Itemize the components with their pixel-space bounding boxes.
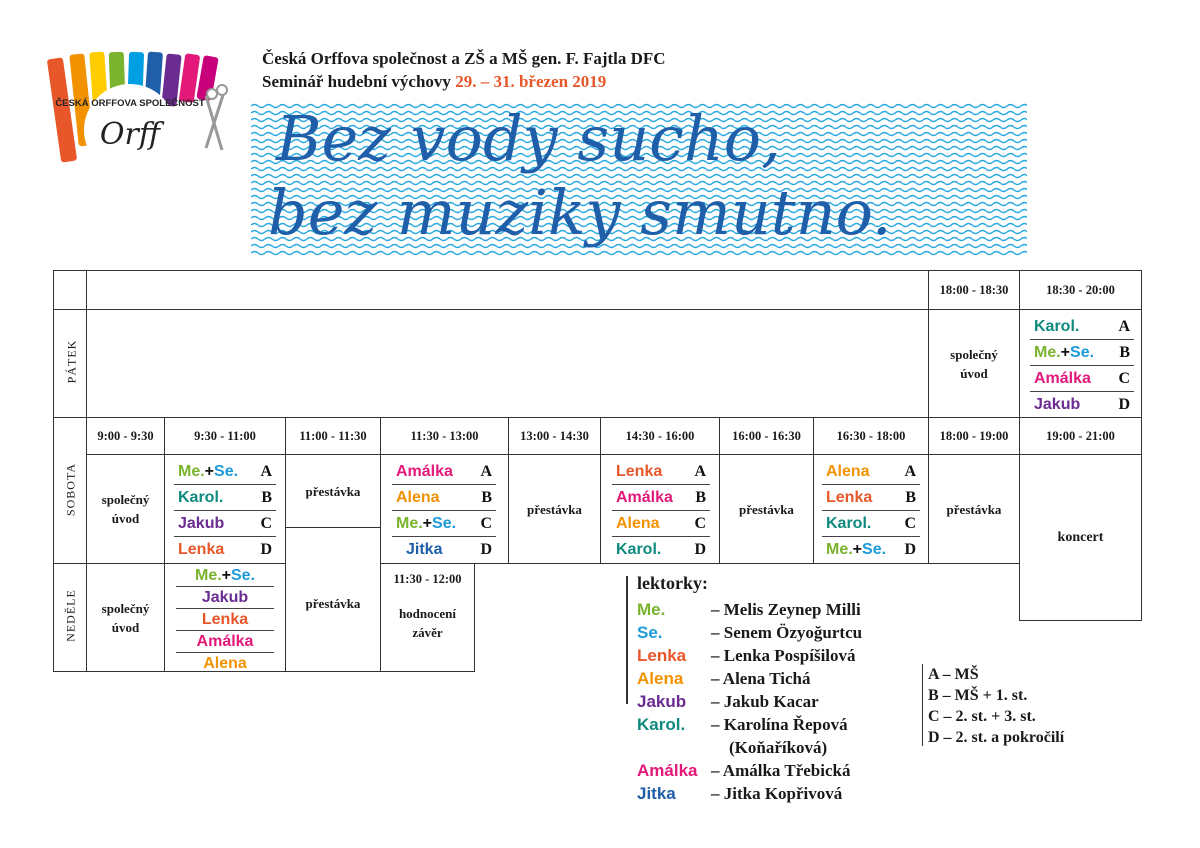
sat-time: 18:00 - 19:00 xyxy=(928,417,1020,455)
group-row xyxy=(1030,314,1134,340)
group-letter: A xyxy=(260,463,272,480)
legend-value: – Karolína Řepová xyxy=(711,715,848,734)
lecturer-name: Jakub xyxy=(1034,396,1081,413)
group-row xyxy=(822,459,920,485)
wave-line xyxy=(251,252,1027,255)
group-letter: B xyxy=(1119,344,1130,361)
legend-value: – Jitka Kopřivová xyxy=(711,784,843,803)
legend-value: – Melis Zeynep Milli xyxy=(711,600,861,619)
sunday-label-cell xyxy=(53,563,87,672)
lecturer-name: Lenka xyxy=(616,463,663,480)
lecturer-name: Amálka xyxy=(616,489,673,506)
legend-key: Se. xyxy=(637,623,663,642)
legend-list xyxy=(637,600,937,810)
sat-intro-cell xyxy=(86,454,165,564)
lecturer-name: Alena xyxy=(396,489,440,506)
legend-value: – Jakub Kacar xyxy=(711,692,819,711)
sat-time: 9:30 - 11:00 xyxy=(164,417,286,455)
friday-label: PÁTEK xyxy=(64,339,79,384)
sat-time: 16:30 - 18:00 xyxy=(813,417,929,455)
sun-end-line1: hodnocení xyxy=(398,606,457,621)
sun-end-time: 11:30 - 12:00 xyxy=(393,571,462,586)
group-row xyxy=(612,459,710,485)
group-row xyxy=(612,511,710,537)
group-letter: D xyxy=(694,541,706,558)
group-key-item: D – 2. st. a pokročilí xyxy=(928,729,1065,746)
sat-time: 11:30 - 13:00 xyxy=(380,417,509,455)
list-item: Amálka xyxy=(176,631,274,653)
group-key-item: A – MŠ xyxy=(928,666,979,683)
sun-lecturers xyxy=(176,565,274,674)
legend-key: Me. xyxy=(637,600,666,619)
list-item: Lenka xyxy=(176,609,274,631)
friday-time-1: 18:00 - 18:30 xyxy=(928,270,1020,310)
group-key-item: B – MŠ + 1. st. xyxy=(928,687,1028,704)
group-letter: C xyxy=(1118,370,1130,387)
group-row xyxy=(822,511,920,537)
saturday-label: SOBOTA xyxy=(63,462,78,517)
group-row xyxy=(392,459,496,485)
lecturer-name: Se. xyxy=(214,463,239,480)
legend-key: Alena xyxy=(637,669,684,688)
lecturer-name: Jakub xyxy=(178,515,225,532)
lecturer-name: Karol. xyxy=(826,515,872,532)
legend-value: – Lenka Pospíšilová xyxy=(711,646,856,665)
title-line-1: Bez vody sucho, xyxy=(276,102,781,175)
group-letter: A xyxy=(694,463,706,480)
sat-time: 14:30 - 16:00 xyxy=(600,417,720,455)
seminar-line xyxy=(262,72,606,92)
legend-title: lektorky: xyxy=(637,573,708,593)
organizer-text: Česká Orffova společnost a ZŠ a MŠ gen. F. Fajtla DFC xyxy=(262,49,666,68)
sun-intro-line2: úvod xyxy=(111,619,140,635)
group-letter: B xyxy=(481,489,492,506)
group-row xyxy=(174,537,276,562)
legend-value: (Koňaříková) xyxy=(729,738,828,757)
friday-intro-line2: úvod xyxy=(960,365,988,381)
sat-block1 xyxy=(174,459,276,562)
friday-label-cell xyxy=(53,309,87,418)
lecturer-name: Alena xyxy=(826,463,870,480)
lecturer-name: Jitka xyxy=(406,541,443,558)
group-letter: D xyxy=(260,541,272,558)
seminar-label: Seminář hudební výchovy xyxy=(262,72,451,91)
group-key-divider xyxy=(922,664,923,746)
group-row xyxy=(822,537,920,562)
group-row xyxy=(174,485,276,511)
legend-key: Jakub xyxy=(637,692,687,711)
legend-key: Jitka xyxy=(637,784,676,803)
group-row xyxy=(1030,392,1134,417)
group-letter: B xyxy=(261,489,272,506)
legend-divider xyxy=(626,576,628,704)
lecturer-name: Alena xyxy=(616,515,660,532)
sun-intro-cell xyxy=(86,563,165,672)
group-letter: D xyxy=(480,541,492,558)
sat-break-3: přestávka xyxy=(719,454,814,564)
group-letter: A xyxy=(904,463,916,480)
group-key-item: C – 2. st. + 3. st. xyxy=(928,708,1036,725)
sun-end-text xyxy=(381,604,474,642)
friday-time-2: 18:30 - 20:00 xyxy=(1019,270,1142,310)
legend-key: Amálka xyxy=(637,761,698,780)
friday-intro-cell xyxy=(928,309,1020,418)
sat-intro-line1: společný xyxy=(101,492,150,507)
lecturer-name: Lenka xyxy=(178,541,225,558)
plus-sign: + xyxy=(852,541,863,558)
group-letter: B xyxy=(905,489,916,506)
sun-end-cell xyxy=(380,563,475,672)
friday-intro-line1: společný xyxy=(950,346,998,362)
group-letter: D xyxy=(1118,396,1130,413)
lecturer-name: Karol. xyxy=(178,489,224,506)
sat-concert-cell: koncert xyxy=(1019,454,1142,621)
group-row xyxy=(612,537,710,562)
plus-sign: + xyxy=(422,515,433,532)
sun-end-line2: závěr xyxy=(412,625,443,640)
sun-intro-line1: společný xyxy=(101,600,150,616)
group-key xyxy=(928,664,1064,748)
group-row xyxy=(392,537,496,562)
group-letter: D xyxy=(904,541,916,558)
seminar-date: 29. – 31. březen 2019 xyxy=(455,72,607,91)
list-item: Jakub xyxy=(176,587,274,609)
lecturer-name: Me. xyxy=(194,567,222,584)
legend-value: – Alena Tichá xyxy=(711,669,811,688)
logo-ring-text: ČESKÁ ORFFOVA SPOLEČNOST xyxy=(55,98,205,109)
lecturer-name: Amálka xyxy=(396,463,453,480)
sat-break-4: přestávka xyxy=(928,454,1020,564)
lecturer-name: Se. xyxy=(432,515,457,532)
list-item xyxy=(176,565,274,587)
sunday-label: NEDĚLE xyxy=(63,589,78,642)
legend-key: Karol. xyxy=(637,715,686,734)
sat-break-2: přestávka xyxy=(508,454,601,564)
sat-time: 16:00 - 16:30 xyxy=(719,417,814,455)
plus-sign: + xyxy=(204,463,215,480)
lecturer-name: Se. xyxy=(862,541,887,558)
lecturer-name: Karol. xyxy=(1034,318,1080,335)
group-letter: C xyxy=(694,515,706,532)
lecturer-name: Me. xyxy=(178,463,205,480)
list-item: Alena xyxy=(203,655,247,672)
friday-groups xyxy=(1030,314,1134,417)
sat-block3 xyxy=(612,459,710,562)
sat-break-1: přestávka xyxy=(285,454,381,528)
plus-sign: + xyxy=(1060,344,1071,361)
lecturer-name: Se. xyxy=(1070,344,1095,361)
lecturer-name: Me. xyxy=(1034,344,1061,361)
group-letter: C xyxy=(260,515,272,532)
sat-intro-line2: úvod xyxy=(111,511,140,526)
legend-value: – Amálka Třebická xyxy=(711,761,851,780)
group-letter: C xyxy=(480,515,492,532)
saturday-label-cell xyxy=(53,417,87,564)
lecturer-name: Me. xyxy=(396,515,423,532)
plus-sign: + xyxy=(221,567,231,584)
group-row xyxy=(1030,340,1134,366)
lecturer-name: Se. xyxy=(231,567,256,584)
sat-block4 xyxy=(822,459,920,562)
group-letter: C xyxy=(904,515,916,532)
group-row xyxy=(174,511,276,537)
group-letter: A xyxy=(480,463,492,480)
group-letter: A xyxy=(1118,318,1130,335)
logo-center-text: Orff xyxy=(99,117,161,152)
sat-time: 9:00 - 9:30 xyxy=(86,417,165,455)
legend-value: – Senem Özyoğurtcu xyxy=(711,623,863,642)
sat-block2 xyxy=(392,459,496,562)
group-row xyxy=(1030,366,1134,392)
lecturer-name: Me. xyxy=(826,541,853,558)
sat-time: 19:00 - 21:00 xyxy=(1019,417,1142,455)
lecturer-name: Amálka xyxy=(1034,370,1091,387)
lecturer-name: Karol. xyxy=(616,541,662,558)
group-row xyxy=(174,459,276,485)
sat-time: 11:00 - 11:30 xyxy=(285,417,381,455)
group-row xyxy=(612,485,710,511)
group-row xyxy=(392,485,496,511)
legend-key: Lenka xyxy=(637,646,687,665)
friday-empty-cell xyxy=(86,309,929,418)
mallets-icon xyxy=(206,92,224,150)
group-row xyxy=(392,511,496,537)
lecturer-name: Lenka xyxy=(826,489,873,506)
group-letter: B xyxy=(695,489,706,506)
group-row xyxy=(822,485,920,511)
orff-logo xyxy=(46,44,246,194)
corner-cell xyxy=(53,270,87,310)
sun-break-cell: přestávka xyxy=(285,527,381,672)
empty-header-cell xyxy=(86,270,929,310)
sat-time: 13:00 - 14:30 xyxy=(508,417,601,455)
title-line-2: bez muziky smutno. xyxy=(268,176,892,249)
